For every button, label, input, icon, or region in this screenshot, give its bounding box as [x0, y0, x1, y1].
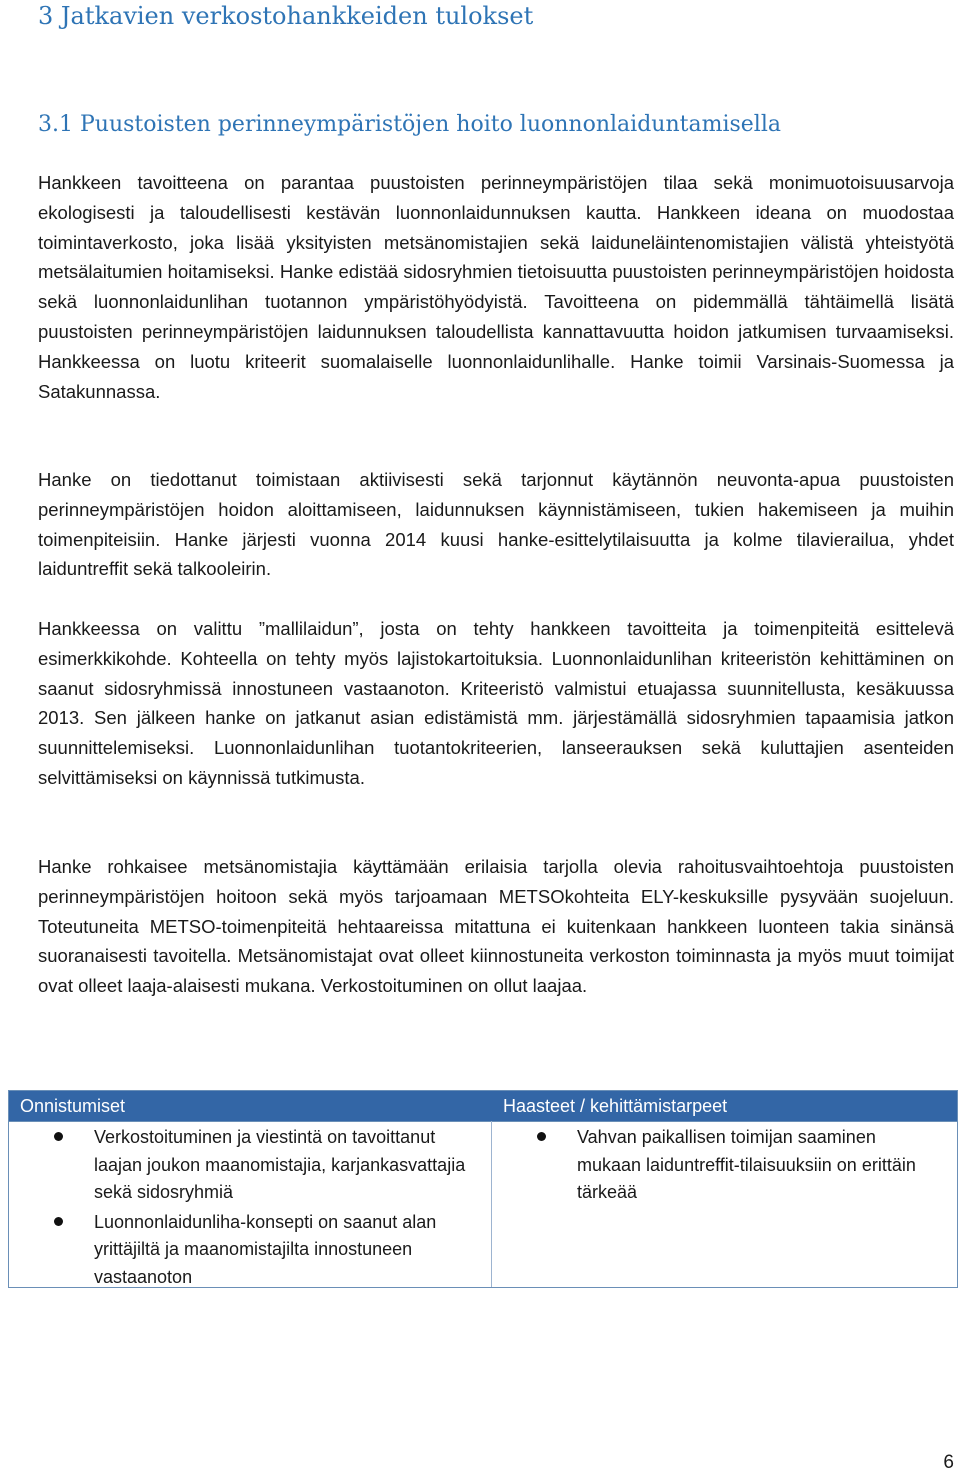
column-divider [491, 1121, 492, 1287]
bullet-icon [54, 1217, 63, 1226]
paragraph-2: Hanke on tiedottanut toimistaan aktiivisesti sekä tarjonnut käytännön neuvonta-apua puustoisten perinneympäristöjen hoidon aloittamiseen, laidunnuksen käynnistämiseen, tukien hakemiseen ja muihin toimenpiteisiin. Hanke järjesti vuonna 2014 kuusi hanke-esittelytilaisuutta ja kolme tilavierailua, yhdet laiduntreffit sekä talkooleirin. [38, 469, 954, 580]
paragraph-3: Hankkeessa on valittu ”mallilaidun”, josta on tehty hankkeen tavoitteita ja toimenpiteitä esittelevä esimerkkikohde. Kohteella on tehty myös lajistokartoituksia. Luonnonlaidunlihan kriteeristön kehittäminen on saanut sidosryhmissä innostuneen vastaanoton. Kriteeristö valmistui etuajassa suunnitellusta, kesäkuussa 2013. Sen jälkeen hanke on jatkanut asian edistämistä mm. järjestämällä sidosryhmien tapaamisia jatkon suunnittelemiseksi. Luonnonlaidunlihan tuotantokriteerien, lanseerauksen sekä kuluttajien asenteiden selvittämiseksi on käynnissä tutkimusta. [38, 618, 954, 788]
bullet-icon [54, 1132, 63, 1141]
list-item [54, 1209, 474, 1292]
list-item-text: Luonnonlaidunliha-konsepti on saanut alan yrittäjiltä ja maanomistajilta innostuneen vastaanoton [94, 1211, 437, 1287]
list-item [537, 1124, 937, 1207]
header-successes: Onnistumiset [20, 1096, 126, 1116]
bullet-icon [537, 1132, 546, 1141]
subsection-heading: 3.1 Puustoisten perinneympäristöjen hoito luonnonlaiduntamisella [38, 112, 781, 137]
list-item-text: Vahvan paikallisen toimijan saaminen mukaan laiduntreffit-tilaisuuksiin on erittäin tärkeää [577, 1127, 916, 1202]
header-challenges: Haasteet / kehittämistarpeet [503, 1096, 728, 1116]
row-divider [9, 1121, 957, 1122]
table-header-row [9, 1091, 957, 1121]
section-heading: 3 Jatkavien verkostohankkeiden tulokset [38, 2, 534, 30]
paragraph-4: Hanke rohkaisee metsänomistajia käyttämään erilaisia tarjolla olevia rahoitusvaihtoehtoja puustoisten perinneympäristöjen hoitoon sekä myös tarjoamaan METSOkohteita ELY-keskuksille pysyvään suojeluun. Toteutuneita METSO-toimenpiteitä hehtaareissa mitattuna ei kuitenkaan hankkeen luonteen takia sinänsä suoranaisesti tavoitella. Metsänomistajat ovat olleet kiinnostuneita verkoston toiminnasta ja myös muut toimijat ovat olleet laaja-alaisesti mukana. Verkostoituminen on ollut laajaa. [38, 856, 954, 997]
list-item [54, 1124, 474, 1207]
paragraph-1: Hankkeen tavoitteena on parantaa puustoisten perinneympäristöjen tilaa sekä monimuotoisuusarvoja ekologisesti ja taloudellisesti kestävän luonnonlaidunnuksen kautta. Hankkeen ideana on muodostaa toimintaverkosto, joka lisää yksityisten metsänomistajien sekä laiduneläintenomistajien välistä yhteistyötä metsälaitumien hoitamiseksi. Hanke edistää sidosryhmien tietoisuutta puustoisten perinneympäristöjen hoidosta sekä luonnonlaidunlihan tuotannon ympäristöhyödyistä. Tavoitteena on pidemmällä tähtäimellä lisätä puustoisten perinneympäristöjen laidunnuksen taloudellista kannattavuutta hoidon jatkumisen turvaamiseksi. Hankkeessa on luotu kriteerit suomalaiselle luonnonlaidunlihalle. Hanke toimii Varsinais-Suomessa ja Satakunnassa. [38, 172, 954, 402]
page-number: 6 [943, 1452, 954, 1473]
list-item-text: Verkostoituminen ja viestintä on tavoittanut laajan joukon maanomistajia, karjankasvattajia sekä sidosryhmiä [94, 1127, 466, 1202]
successes-list [54, 1124, 474, 1293]
results-table [8, 1090, 958, 1288]
challenges-list [537, 1124, 937, 1209]
